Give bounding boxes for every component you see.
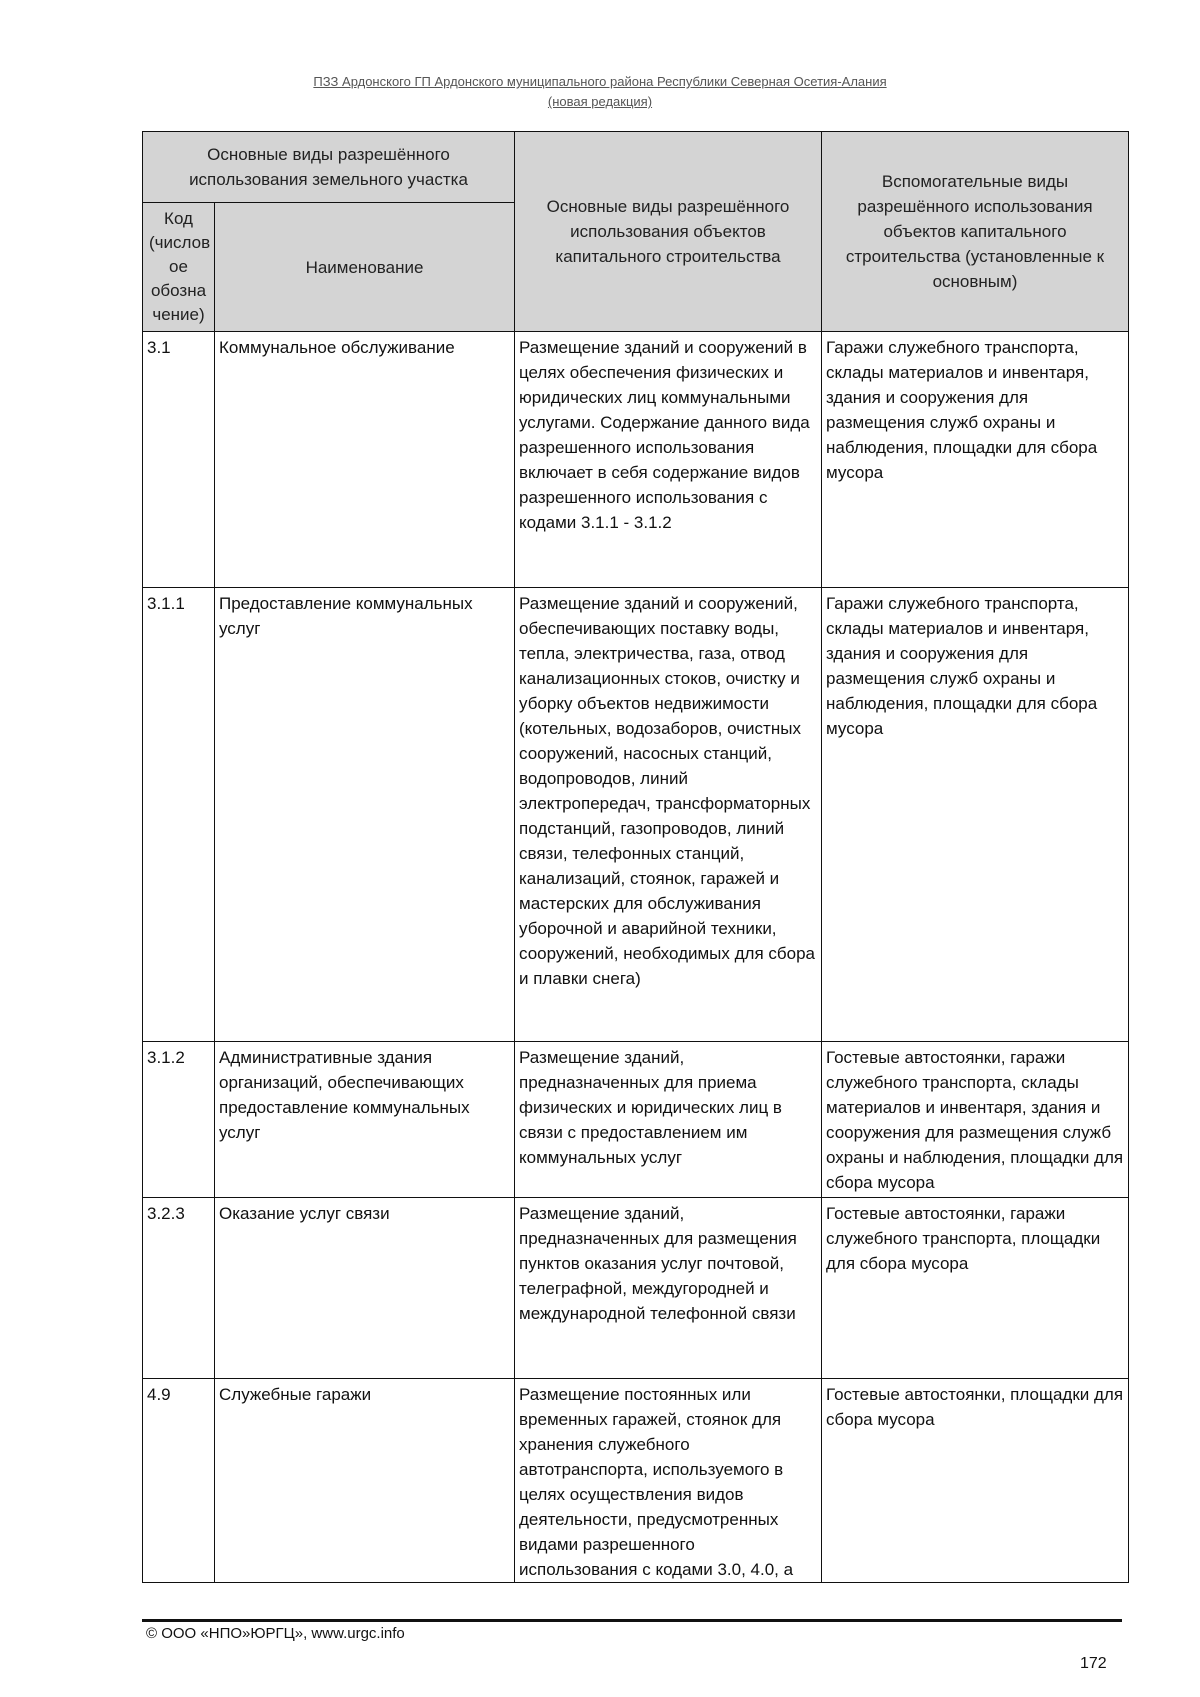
cell-objects: Размещение зданий и сооружений, обеспечивающих поставку воды, тепла, электричества, газа, отвод канализационных стоков, очистку и уборку объектов недвижимости (котельных, водозаборов, очистных сооружений, насосных станций, водопроводов, линий электропередач, трансформаторных подстанций, газопроводов, линий связи, телефонных станций, канализаций, стоянок, гаражей и мастерских для обслуживания уборочной и аварийной техники, сооружений, необходимых для сбора и плавки снега) xyxy=(515,588,822,1042)
cell-name: Предоставление коммунальных услуг xyxy=(215,588,515,1042)
cell-name: Административные здания организаций, обеспечивающих предоставление коммунальных услуг xyxy=(215,1042,515,1198)
table-row xyxy=(143,588,1129,1042)
table-row xyxy=(143,1042,1129,1198)
cell-code: 4.9 xyxy=(143,1379,215,1583)
cell-objects: Размещение зданий, предназначенных для размещения пунктов оказания услуг почтовой, телеграфной, междугородней и международной телефонной связи xyxy=(515,1198,822,1379)
cell-auxiliary: Гостевые автостоянки, гаражи служебного транспорта, площадки для сбора мусора xyxy=(822,1198,1129,1379)
table-header-row-1 xyxy=(143,132,1129,203)
document-header xyxy=(0,72,1200,112)
cell-code: 3.2.3 xyxy=(143,1198,215,1379)
table-row xyxy=(143,332,1129,588)
header-cell-auxiliary: Вспомогательные виды разрешённого использования объектов капитального строительства (установленные к основным) xyxy=(822,132,1129,332)
header-cell-objects: Основные виды разрешённого использования объектов капитального строительства xyxy=(515,132,822,332)
cell-objects: Размещение зданий и сооружений в целях обеспечения физических и юридических лиц коммунальными услугами. Содержание данного вида разрешенного использования включает в себя содержание видов разрешенного использования с кодами 3.1.1 - 3.1.2 xyxy=(515,332,822,588)
footer-copyright: © ООО «НПО»ЮРГЦ», www.urgc.info xyxy=(146,1625,405,1642)
header-cell-name: Наименование xyxy=(215,203,515,332)
header-title-line1: ПЗЗ Ардонского ГП Ардонского муниципального района Республики Северная Осетия-Алания xyxy=(313,74,887,89)
cell-auxiliary: Гостевые автостоянки, гаражи служебного транспорта, склады материалов и инвентаря, здания и сооружения для размещения служб охраны и наблюдения, площадки для сбора мусора xyxy=(822,1042,1129,1198)
cell-code: 3.1.1 xyxy=(143,588,215,1042)
cell-auxiliary: Гаражи служебного транспорта, склады материалов и инвентаря, здания и сооружения для размещения служб охраны и наблюдения, площадки для сбора мусора xyxy=(822,332,1129,588)
header-title-line2: (новая редакция) xyxy=(547,94,653,109)
header-cell-group: Основные виды разрешённого использования земельного участка xyxy=(143,132,515,203)
cell-name: Служебные гаражи xyxy=(215,1379,515,1583)
table-row xyxy=(143,1198,1129,1379)
cell-code: 3.1.2 xyxy=(143,1042,215,1198)
cell-objects: Размещение постоянных или временных гаражей, стоянок для хранения служебного автотранспорта, используемого в целях осуществления видов деятельности, предусмотренных видами разрешенного использования с кодами 3.0, 4.0, а xyxy=(515,1379,822,1583)
page-number: 172 xyxy=(1080,1655,1107,1672)
cell-auxiliary: Гостевые автостоянки, площадки для сбора мусора xyxy=(822,1379,1129,1583)
cell-objects: Размещение зданий, предназначенных для приема физических и юридических лиц в связи с предоставлением им коммунальных услуг xyxy=(515,1042,822,1198)
table-row xyxy=(143,1379,1129,1583)
cell-name: Оказание услуг связи xyxy=(215,1198,515,1379)
cell-code: 3.1 xyxy=(143,332,215,588)
land-use-table xyxy=(142,131,1129,1583)
cell-name: Коммунальное обслуживание xyxy=(215,332,515,588)
cell-auxiliary: Гаражи служебного транспорта, склады материалов и инвентаря, здания и сооружения для размещения служб охраны и наблюдения, площадки для сбора мусора xyxy=(822,588,1129,1042)
footer-divider xyxy=(142,1619,1122,1622)
header-cell-code: Код (числов ое обозна чение) xyxy=(143,203,215,332)
